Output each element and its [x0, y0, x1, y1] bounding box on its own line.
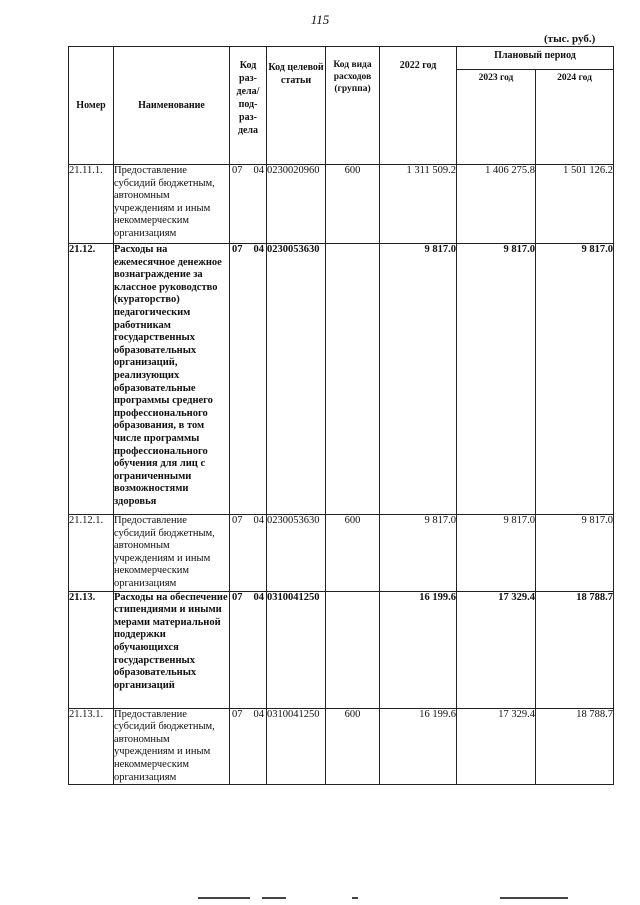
table-row [69, 244, 614, 515]
header-expense-code: Код вида расходов (группа) [326, 47, 380, 165]
header-name: Наименование [114, 47, 230, 165]
table-row [69, 515, 614, 592]
row-target-code: 0230020960 [267, 165, 326, 244]
header-year-2022: 2022 год [380, 47, 457, 165]
footer-mark [500, 897, 568, 899]
subsection-code: 04 [253, 244, 264, 255]
row-number: 21.11.1. [69, 165, 114, 244]
subsection-code: 04 [253, 591, 264, 603]
section-code: 07 [232, 165, 243, 176]
table-row [69, 708, 614, 785]
row-amount-2024: 18 788.7 [536, 591, 614, 708]
row-name: Расходы на ежемесячное денежное вознаграждение за классное руководство (кураторство) педагогическим работникам государственных образовательных организаций, реализующих образовательные программы среднего профессионального образования, в том числе программы профессионального обучения для лиц с ограниченными возможностями здоровья [114, 244, 230, 515]
row-amount-2023: 1 406 275.8 [457, 165, 536, 244]
row-name: Расходы на обеспечение стипендиями и иными мерами материальной поддержки обучающихся государственных образовательных организаций [114, 591, 230, 708]
header-year-2024: 2024 год [536, 70, 614, 165]
row-section-code [230, 165, 267, 244]
footer-mark [198, 897, 250, 899]
section-code: 07 [232, 244, 243, 255]
row-amount-2022: 9 817.0 [380, 515, 457, 592]
section-code: 07 [232, 708, 243, 720]
row-expense-code [326, 591, 380, 708]
row-number: 21.13. [69, 591, 114, 708]
footer-mark [262, 897, 286, 899]
row-amount-2024: 1 501 126.2 [536, 165, 614, 244]
footer-mark [352, 897, 358, 899]
row-number: 21.12. [69, 244, 114, 515]
row-amount-2024: 18 788.7 [536, 708, 614, 785]
row-amount-2022: 1 311 509.2 [380, 165, 457, 244]
row-amount-2024: 9 817.0 [536, 515, 614, 592]
row-number: 21.12.1. [69, 515, 114, 592]
subsection-code: 04 [253, 515, 264, 526]
row-target-code: 0310041250 [267, 708, 326, 785]
row-target-code: 0310041250 [267, 591, 326, 708]
units-label: (тыс. руб.) [544, 33, 596, 45]
row-section-code [230, 244, 267, 515]
row-amount-2024: 9 817.0 [536, 244, 614, 515]
row-expense-code: 600 [326, 515, 380, 592]
table-row [69, 591, 614, 708]
row-section-code [230, 708, 267, 785]
row-expense-code: 600 [326, 708, 380, 785]
subsection-code: 04 [253, 708, 264, 720]
header-number: Номер [69, 47, 114, 165]
row-amount-2023: 17 329.4 [457, 708, 536, 785]
row-name: Предоставление субсидий бюджетным, автономным учреждениям и иным некоммерческим организациям [114, 515, 230, 592]
section-code: 07 [232, 591, 243, 603]
row-name: Предоставление субсидий бюджетным, автономным учреждениям и иным некоммерческим организациям [114, 708, 230, 785]
row-amount-2022: 9 817.0 [380, 244, 457, 515]
header-section-code: Код раз-дела/ под-раз-дела [230, 47, 267, 165]
table-header [69, 47, 614, 165]
header-year-2023: 2023 год [457, 70, 536, 165]
page-number: 115 [310, 12, 330, 27]
section-code: 07 [232, 515, 243, 526]
row-section-code [230, 515, 267, 592]
row-target-code: 0230053630 [267, 244, 326, 515]
header-target-code: Код целевой статьи [267, 47, 326, 165]
row-amount-2022: 16 199.6 [380, 591, 457, 708]
header-planned-period: Плановый период [457, 47, 614, 70]
row-expense-code: 600 [326, 165, 380, 244]
row-amount-2023: 9 817.0 [457, 244, 536, 515]
budget-table [68, 46, 614, 785]
row-name: Предоставление субсидий бюджетным, автономным учреждениям и иным некоммерческим организациям [114, 165, 230, 244]
row-number: 21.13.1. [69, 708, 114, 785]
row-amount-2022: 16 199.6 [380, 708, 457, 785]
row-amount-2023: 17 329.4 [457, 591, 536, 708]
row-expense-code [326, 244, 380, 515]
table-row [69, 165, 614, 244]
footer-scan-marks [0, 893, 640, 905]
row-section-code [230, 591, 267, 708]
subsection-code: 04 [253, 165, 264, 176]
row-amount-2023: 9 817.0 [457, 515, 536, 592]
row-target-code: 0230053630 [267, 515, 326, 592]
